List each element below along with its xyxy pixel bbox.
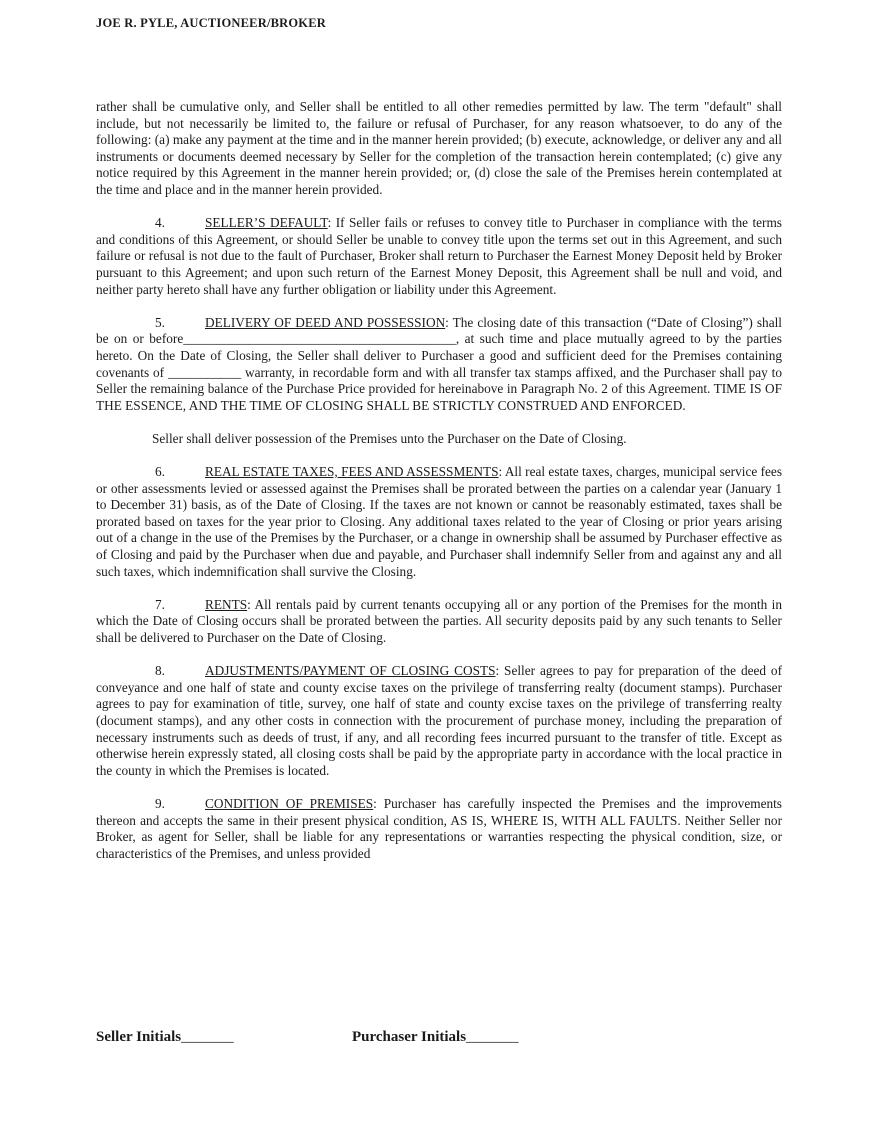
clause-body: warranty, in recordable form and with all transfer tax stamps affixed, and the Purchaser shall pay to Seller the remaining balance of the Purchase Price provided for hereinabove in Paragraph No. 2 of this Agreement. TIME IS OF THE ESSENCE, AND THE TIME OF CLOSING SHALL BE STRICTLY CONSTRUED AND ENFORCED. (96, 364, 782, 413)
closing-date-fill-in-blank: _________________________________________ (183, 331, 456, 347)
purchaser-initials-label: Purchaser Initials (352, 1029, 467, 1045)
clause-body: : If Seller fails or refuses to convey title to Purchaser in compliance with the terms and conditions of this Agreement, or should Seller be unable to convey title upon the terms set out in this Agreement, and such failure or refusal is not due to the fault of Purchaser, Broker shall return to Purchaser the Earnest Money Deposit held by Broker pursuant to this Agreement; and upon such return of the Earnest Money Deposit, this Agreement shall be null and void, and neither party hereto shall have any further obligation or liability under this Agreement. (96, 215, 782, 297)
seller-initials (96, 1029, 234, 1046)
clause-sellers-default (96, 215, 782, 298)
contract-body (96, 99, 782, 879)
clause-closing-costs (96, 663, 782, 779)
clause-heading: REAL ESTATE TAXES, FEES AND ASSESSMENTS (205, 464, 499, 480)
clause-body: : The closing date of this transaction (“Date of Closing”) shall be on or before (96, 314, 782, 347)
clause-real-estate-taxes (96, 464, 782, 580)
clause-delivery-of-deed (96, 315, 782, 415)
clause-rents (96, 597, 782, 647)
page-header-title: JOE R. PYLE, AUCTIONEER/BROKER (96, 16, 326, 30)
clause-heading: SELLER’S DEFAULT (205, 215, 328, 231)
clause-heading: ADJUSTMENTS/PAYMENT OF CLOSING COSTS (205, 663, 496, 679)
clause-heading: RENTS (205, 596, 248, 612)
clause-body: : All real estate taxes, charges, municipal service fees or other assessments levied or assessed against the Premises shall be prorated between the parties on a calendar year (January 1 to December 31) basis, as of the Date of Closing. If the taxes are not known or cannot be reasonably estimated, taxes shall be prorated based on taxes for the year prior to Closing. Any additional taxes related to the year of Closing or prior years arising out of a change in the use of the Premises by the Purchaser, or a change in ownership shall be assumed by Purchaser effective as of Closing and paid by the Purchaser when due and payable, and Purchaser shall indemnify Seller from and against any and all such taxes, which indemnification shall survive the Closing. (96, 464, 782, 579)
seller-initials-blank: _______ (181, 1029, 234, 1045)
clause-possession (96, 431, 782, 448)
clause-body: rather shall be cumulative only, and Seller shall be entitled to all other remedies permitted by law. The term "default" shall include, but not necessarily be limited to, the failure or refusal of Purchaser, for any reason whatsoever, to do any of the following: (a) make any payment at the time and in the manner herein provided; (b) execute, acknowledge, or deliver any and all instruments or documents deemed necessary by Seller for the completion of the transaction herein contemplated; (c) give any notice required by this Agreement in the manner herein provided; or, (d) close the sale of the Premises herein contemplated at the time and place and in the manner herein provided. (96, 99, 782, 197)
paragraph-number: 5. (155, 314, 165, 330)
clause-condition-of-premises (96, 796, 782, 862)
clause-body: : Purchaser has carefully inspected the Premises and the improvements thereon and accepts the same in their present physical condition, AS IS, WHERE IS, WITH ALL FAULTS. Neither Seller nor Broker, as agent for Seller, shall be liable for any representations or warranties respecting the physical condition, size, or characteristics of the Premises, and unless provided (96, 795, 782, 861)
clause-body: : All rentals paid by current tenants occupying all or any portion of the Premises for the month in which the Date of Closing occurs shall be prorated between the parties. All security deposits paid by any such tenants to Seller shall be delivered to Purchaser on the Date of Closing. (96, 596, 782, 645)
paragraph-number: 9. (155, 795, 165, 811)
purchaser-initials-blank: _______ (466, 1029, 519, 1045)
paragraph-number: 8. (155, 663, 165, 679)
paragraph-number: 7. (155, 596, 165, 612)
purchaser-initials (352, 1029, 519, 1046)
warranty-fill-in-blank: ___________ (167, 364, 242, 380)
paragraph-number: 6. (155, 464, 165, 480)
clause-body: : Seller agrees to pay for preparation of the deed of conveyance and one half of state and county excise taxes on the privilege of transferring realty (document stamps). Purchaser agrees to pay for examination of title, survey, one half of state and county excise taxes on the privilege of transferring realty (document stamps), and any other costs in connection with the procurement of purchase money, including the preparation of necessary instruments such as deeds of trust, if any, and all recording fees incurred pursuant to the transfer of title. Except as otherwise herein expressly stated, all closing costs shall be paid by the appropriate party in accordance with the local practice in the county in which the Premises is located. (96, 663, 782, 778)
clause-heading: DELIVERY OF DEED AND POSSESSION (205, 314, 446, 330)
clause-heading: CONDITION OF PREMISES (205, 795, 374, 811)
paragraph-number: 4. (155, 215, 165, 231)
clause-body: Seller shall deliver possession of the Premises unto the Purchaser on the Date of Closing. (152, 430, 627, 446)
clause-default-continuation (96, 99, 782, 199)
clause-body: , at such time and place mutually agreed to by the parties hereto. On the Date of Closing, the Seller shall deliver to Purchaser a good and sufficient deed for the Premises containing covenants of (96, 331, 782, 380)
seller-initials-label: Seller Initials (96, 1029, 182, 1045)
